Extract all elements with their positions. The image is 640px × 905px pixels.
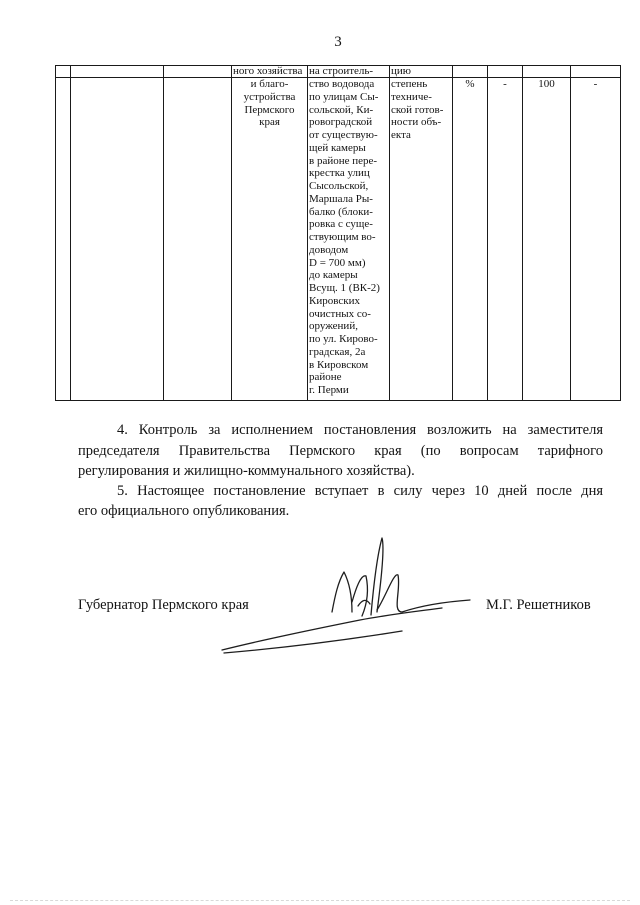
cell-line: оружений, bbox=[309, 320, 358, 333]
cell-line: Кировских bbox=[309, 294, 360, 307]
table-cell bbox=[71, 78, 164, 401]
table-cell-indicator bbox=[390, 66, 453, 78]
table-cell-value bbox=[571, 78, 621, 401]
page-number: 3 bbox=[334, 34, 342, 50]
cell-line: крестка улиц bbox=[309, 167, 370, 180]
table-cell bbox=[71, 66, 164, 78]
cell-line: ности объ- bbox=[391, 116, 442, 129]
cell-line: Всущ. 1 (ВК-2) bbox=[309, 282, 380, 294]
cell-line: доводом bbox=[309, 243, 349, 256]
cell-line: районе bbox=[309, 371, 342, 384]
paragraph-5-line-2: его официального опубликования. bbox=[78, 503, 290, 519]
signature-stroke bbox=[332, 572, 352, 612]
cell-line: ство водовода bbox=[309, 78, 375, 90]
table-cell-unit bbox=[453, 66, 488, 78]
cell-line: степень bbox=[391, 78, 428, 90]
cell-line: градская, 2а bbox=[309, 345, 366, 358]
table-cell bbox=[56, 78, 71, 401]
cell-line: - bbox=[503, 78, 507, 90]
cell-line: екта bbox=[391, 129, 411, 141]
cell-line: Сысольской, bbox=[309, 180, 369, 192]
table-cell-value bbox=[523, 78, 571, 401]
paragraph-4-line-3: регулирования и жилищно-коммунального хозяйства). bbox=[78, 463, 415, 479]
table-cell-object bbox=[308, 66, 390, 78]
paragraph-5-line-1: 5. Настоящее постановление вступает в силу через 10 дней после дня bbox=[117, 483, 603, 499]
cell-line: от существую- bbox=[309, 129, 378, 141]
table-cell bbox=[164, 66, 232, 78]
cell-line: ской готов- bbox=[391, 103, 444, 116]
scan-edge-artifact bbox=[10, 900, 630, 902]
cell-line: по ул. Кирово- bbox=[309, 333, 378, 345]
table-cell-responsible bbox=[232, 66, 308, 78]
cell-line: % bbox=[465, 78, 475, 90]
paragraph-4-line-2: председателя Правительства Пермского края (по вопросам тарифного bbox=[78, 443, 603, 459]
signature-stroke bbox=[222, 608, 442, 650]
cell-line: ровоградской bbox=[309, 116, 373, 129]
cell-line: Маршала Ры- bbox=[309, 192, 373, 205]
signature-stroke bbox=[352, 576, 367, 616]
table-row bbox=[56, 78, 621, 401]
cell-line: 100 bbox=[538, 78, 555, 90]
cell-line: - bbox=[593, 78, 598, 90]
table-cell-value bbox=[488, 78, 523, 401]
signature-stroke bbox=[224, 631, 402, 653]
signature-stroke bbox=[371, 538, 383, 615]
table-row bbox=[56, 66, 621, 78]
cell-line: техниче- bbox=[391, 90, 432, 103]
table-cell bbox=[56, 66, 71, 78]
cell-line: ного хозяйства bbox=[233, 65, 303, 77]
cell-line: г. Перми bbox=[309, 384, 349, 396]
signatory-title: Губернатор Пермского края bbox=[78, 597, 249, 613]
table-cell bbox=[571, 66, 621, 78]
cell-line: ровка с суще- bbox=[309, 218, 373, 231]
signature-stroke bbox=[377, 575, 470, 612]
cell-line: D = 700 мм) bbox=[309, 256, 366, 269]
table-cell-unit bbox=[453, 78, 488, 401]
table-cell bbox=[488, 66, 523, 78]
cell-line: сольской, Ки- bbox=[309, 103, 374, 116]
continuation-table bbox=[55, 65, 621, 401]
table-cell-indicator bbox=[390, 78, 453, 401]
signature-stroke bbox=[358, 600, 370, 606]
paragraph-4-line-1: 4. Контроль за исполнением постановления возложить на заместителя bbox=[117, 422, 603, 438]
signatory-name: М.Г. Решетников bbox=[486, 597, 591, 613]
cell-line: и благо- bbox=[250, 78, 289, 90]
cell-line: цию bbox=[391, 65, 411, 77]
cell-line: Пермского bbox=[244, 103, 295, 116]
cell-line: балко (блоки- bbox=[309, 205, 373, 218]
table-cell bbox=[164, 78, 232, 401]
table-cell-responsible bbox=[232, 78, 308, 401]
cell-line: щей камеры bbox=[309, 141, 366, 154]
table-cell-object bbox=[308, 78, 390, 401]
cell-line: устройства bbox=[243, 90, 296, 103]
cell-line: очистных со- bbox=[309, 307, 371, 320]
cell-line: ствующим во- bbox=[309, 231, 376, 243]
cell-line: в районе пере- bbox=[309, 154, 378, 167]
cell-line: в Кировском bbox=[309, 358, 369, 371]
table-cell bbox=[523, 66, 571, 78]
cell-line: до камеры bbox=[309, 269, 358, 282]
cell-line: по улицам Сы- bbox=[309, 90, 379, 103]
cell-line: края bbox=[259, 116, 280, 129]
cell-line: на строитель- bbox=[309, 65, 374, 77]
